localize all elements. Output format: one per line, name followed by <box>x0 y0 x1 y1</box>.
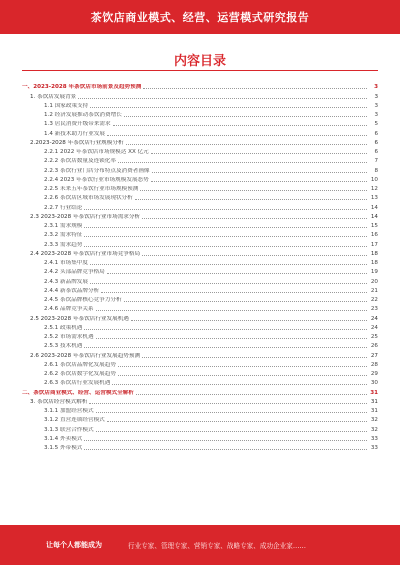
toc-entry[interactable] <box>22 267 378 276</box>
toc-entry-text: 2.6.3 茶饮店行业发展机遇 <box>44 380 111 387</box>
toc-entry-page: 26 <box>370 343 378 350</box>
toc-entry-page: 18 <box>370 260 378 266</box>
toc-entry-text: 2.2.6 茶饮店区域市场发展现状分析 <box>44 195 133 202</box>
toc-entry-text: 2.5.2 市场需求机遇 <box>44 334 94 340</box>
toc-entry[interactable] <box>22 138 378 147</box>
dot-leader <box>126 144 367 145</box>
dot-leader <box>113 125 367 126</box>
dot-leader <box>96 310 367 311</box>
toc-entry-text: 2.4.3 新品牌发展 <box>44 278 88 285</box>
dot-leader <box>96 338 367 339</box>
dot-leader <box>84 209 367 210</box>
toc-list <box>22 82 378 452</box>
toc-entry-text: 二、茶饮店商业模式、经营、运营模式全解析 <box>22 389 134 396</box>
toc-entry[interactable] <box>22 369 378 378</box>
toc-entry[interactable] <box>22 295 378 304</box>
toc-entry[interactable] <box>22 128 378 137</box>
toc-entry-text: 2.4.5 茶饮品牌核心竞争力分析 <box>44 297 122 303</box>
toc-entry-page: 15 <box>370 223 378 229</box>
dot-leader <box>152 172 367 173</box>
toc-entry[interactable] <box>22 397 378 406</box>
toc-entry[interactable] <box>22 249 378 258</box>
toc-entry[interactable] <box>22 406 378 415</box>
toc-entry-text: 2.3.2 需求特征 <box>44 232 83 239</box>
toc-entry[interactable] <box>22 239 378 248</box>
toc-entry-text: 1. 茶饮店发展背景 <box>30 93 77 100</box>
toc-entry-page: 3 <box>374 84 378 91</box>
toc-entry-page: 29 <box>370 371 378 377</box>
toc-entry-text: 3. 茶饮店经营模式解析 <box>30 398 88 405</box>
dot-leader <box>84 449 367 450</box>
dot-leader <box>107 135 367 136</box>
dot-leader <box>84 329 367 330</box>
toc-entry-text: 2.2.7 行业结论 <box>44 204 83 211</box>
toc-entry-text: 3.1.5 外带模式 <box>44 445 83 451</box>
dot-leader <box>112 384 367 385</box>
toc-entry-page: 6 <box>374 139 378 146</box>
toc-entry-text: 2.5 2023-2028 年茶饮店行业发展机遇 <box>30 315 129 322</box>
dot-leader <box>118 162 367 163</box>
dot-leader <box>135 199 367 200</box>
title-divider <box>22 70 378 71</box>
footer-slogan: 让每个人都能成为 <box>46 541 102 549</box>
toc-entry-page: 7 <box>374 158 378 165</box>
toc-entry[interactable] <box>22 101 378 110</box>
toc-entry[interactable] <box>22 341 378 350</box>
toc-entry-text: 2.2.5 未来五年茶饮行业市场规模预测 <box>44 186 139 192</box>
toc-entry-text: 2.4.1 市场集中度 <box>44 260 88 266</box>
toc-entry-page: 3 <box>374 93 378 100</box>
toc-entry[interactable] <box>22 202 378 211</box>
toc-entry-page: 3 <box>374 112 378 118</box>
dot-leader <box>151 181 367 182</box>
toc-entry-page: 24 <box>370 324 378 331</box>
toc-entry-page: 32 <box>370 426 378 433</box>
dot-leader <box>84 236 367 237</box>
toc-entry[interactable] <box>22 91 378 100</box>
toc-entry[interactable] <box>22 230 378 239</box>
toc-entry-page: 25 <box>370 334 378 340</box>
toc-entry[interactable] <box>22 156 378 165</box>
toc-entry[interactable] <box>22 323 378 332</box>
toc-entry[interactable] <box>22 184 378 193</box>
toc-entry-text: 1.1 国家政策支持 <box>44 102 89 109</box>
toc-entry[interactable] <box>22 221 378 230</box>
toc-entry-text: 2.5.1 政策机遇 <box>44 324 83 331</box>
toc-entry-page: 27 <box>370 352 378 359</box>
dot-leader <box>78 98 367 99</box>
toc-entry-page: 12 <box>370 186 378 192</box>
toc-entry-page: 14 <box>370 204 378 211</box>
toc-entry-page: 14 <box>370 213 378 220</box>
toc-entry[interactable] <box>22 434 378 443</box>
toc-entry-text: 2.4.2 头部品牌竞争格局 <box>44 269 105 276</box>
dot-leader <box>90 264 367 265</box>
toc-entry[interactable] <box>22 387 378 396</box>
toc-entry-text: 2.2023-2028 年茶饮店行业规模分析 <box>30 139 124 146</box>
report-title: 茶饮店商业模式、经营、运营模式研究报告 <box>90 11 310 24</box>
toc-entry-text: 3.1.1 加盟经营模式 <box>44 408 94 414</box>
dot-leader <box>90 107 367 108</box>
toc-entry-page: 10 <box>370 176 378 183</box>
toc-entry-text: 2.2.3 茶饮行业门店分布特点及消费者画像 <box>44 167 150 174</box>
toc-entry-text: 2.5.3 技术机遇 <box>44 343 83 350</box>
toc-entry-page: 33 <box>370 445 378 451</box>
toc-entry-text: 1.2 经济发展推动茶饮消费增长 <box>44 112 122 118</box>
toc-entry-page: 32 <box>370 417 378 424</box>
toc-entry-page: 3 <box>374 102 378 109</box>
toc-entry[interactable] <box>22 212 378 221</box>
dot-leader <box>84 347 367 348</box>
toc-entry[interactable] <box>22 119 378 128</box>
toc-entry-page: 31 <box>370 398 378 405</box>
toc-entry-text: 2.2.1 2022 年茶饮店市场规模达 XX 亿元 <box>44 149 149 155</box>
toc-entry-text: 一、2023-2028 年茶饮店市场前景及趋势预测 <box>22 84 142 91</box>
dot-leader <box>89 403 367 404</box>
toc-entry-page: 33 <box>370 435 378 442</box>
header-bar <box>0 0 400 34</box>
toc-entry-page: 6 <box>374 149 378 155</box>
dot-leader <box>107 273 367 274</box>
toc-entry-page: 31 <box>370 389 378 396</box>
toc-entry-page: 28 <box>370 361 378 368</box>
toc-entry[interactable] <box>22 415 378 424</box>
toc-entry[interactable] <box>22 258 378 267</box>
dot-leader <box>142 357 367 358</box>
toc-entry-page: 24 <box>370 315 378 322</box>
toc-entry-page: 5 <box>374 121 378 128</box>
dot-leader <box>107 421 367 422</box>
toc-entry-text: 2.4.4 新茶饮品牌分析 <box>44 287 100 294</box>
dot-leader <box>96 431 367 432</box>
dot-leader <box>136 394 367 395</box>
dot-leader <box>84 227 367 228</box>
toc-entry[interactable] <box>22 147 378 156</box>
dot-leader <box>96 412 367 413</box>
toc-entry[interactable] <box>22 165 378 174</box>
toc-entry-text: 2.3 2023-2028 年茶饮店行业市场需求分析 <box>30 213 141 220</box>
toc-entry[interactable] <box>22 175 378 184</box>
dot-leader <box>124 301 367 302</box>
toc-entry-page: 8 <box>374 167 378 174</box>
toc-entry-page: 17 <box>370 241 378 248</box>
toc-entry[interactable] <box>22 110 378 119</box>
toc-entry[interactable] <box>22 360 378 369</box>
toc-entry-text: 1.3 居民消费升级带来需求 <box>44 121 111 128</box>
dot-leader <box>84 246 367 247</box>
toc-entry[interactable] <box>22 286 378 295</box>
toc-title: 内容目录 <box>173 54 226 69</box>
toc-entry-text: 2.6 2023-2028 年茶饮店行业发展趋势预测 <box>30 352 141 359</box>
toc-entry[interactable] <box>22 193 378 202</box>
toc-entry-text: 2.3.3 需求趋势 <box>44 241 83 248</box>
dot-leader <box>101 292 367 293</box>
toc-entry-text: 2.2.2 茶饮店数量及连锁化率 <box>44 158 116 165</box>
toc-entry[interactable] <box>22 276 378 285</box>
toc-entry[interactable] <box>22 332 378 341</box>
toc-entry-page: 19 <box>370 269 378 276</box>
toc-entry-text: 3.1.3 联营合作模式 <box>44 426 94 433</box>
toc-entry-page: 13 <box>370 195 378 202</box>
footer-bar <box>0 525 400 565</box>
toc-entry-text: 3.1.4 外卖模式 <box>44 435 83 442</box>
dot-leader <box>142 255 367 256</box>
toc-entry-page: 6 <box>374 130 378 137</box>
toc-entry-page: 23 <box>370 306 378 313</box>
toc-entry[interactable] <box>22 424 378 433</box>
toc-entry-page: 21 <box>370 287 378 294</box>
toc-entry[interactable] <box>22 82 378 91</box>
dot-leader <box>84 440 367 441</box>
toc-entry-page: 18 <box>370 250 378 257</box>
toc-entry-text: 2.6.1 茶饮店品牌化发展趋势 <box>44 361 116 368</box>
dot-leader <box>151 153 367 154</box>
dot-leader <box>118 366 367 367</box>
dot-leader <box>131 320 367 321</box>
toc-entry[interactable] <box>22 304 378 313</box>
toc-entry-page: 20 <box>370 278 378 285</box>
toc-entry-text: 1.4 新技术助力行业发展 <box>44 130 106 137</box>
dot-leader <box>140 190 367 191</box>
toc-entry-page: 30 <box>370 380 378 387</box>
toc-entry-page: 31 <box>370 408 378 414</box>
toc-entry-page: 22 <box>370 297 378 303</box>
toc-entry[interactable] <box>22 378 378 387</box>
toc-entry[interactable] <box>22 350 378 359</box>
toc-entry-text: 2.4 2023-2028 年茶饮店行业市场竞争格局 <box>30 250 141 257</box>
dot-leader <box>90 283 367 284</box>
toc-entry[interactable] <box>22 313 378 322</box>
dot-leader <box>118 375 367 376</box>
dot-leader <box>142 218 367 219</box>
toc-entry-text: 2.3.1 需求规模 <box>44 223 83 229</box>
toc-entry-text: 2.6.2 茶饮店数字化发展趋势 <box>44 371 116 377</box>
toc-entry-page: 16 <box>370 232 378 239</box>
dot-leader <box>143 88 367 89</box>
footer-roles: 行业专家、管理专家、营销专家、战略专家、成功企业家…… <box>128 542 307 550</box>
dot-leader <box>124 116 367 117</box>
toc-entry-text: 3.1.2 直营连锁经营模式 <box>44 417 105 424</box>
toc-entry-text: 2.2.4 2023 年茶饮行业市场规模发展态势 <box>44 176 149 183</box>
toc-entry[interactable] <box>22 443 378 452</box>
toc-entry-text: 2.4.6 品牌竞争关系 <box>44 306 94 313</box>
